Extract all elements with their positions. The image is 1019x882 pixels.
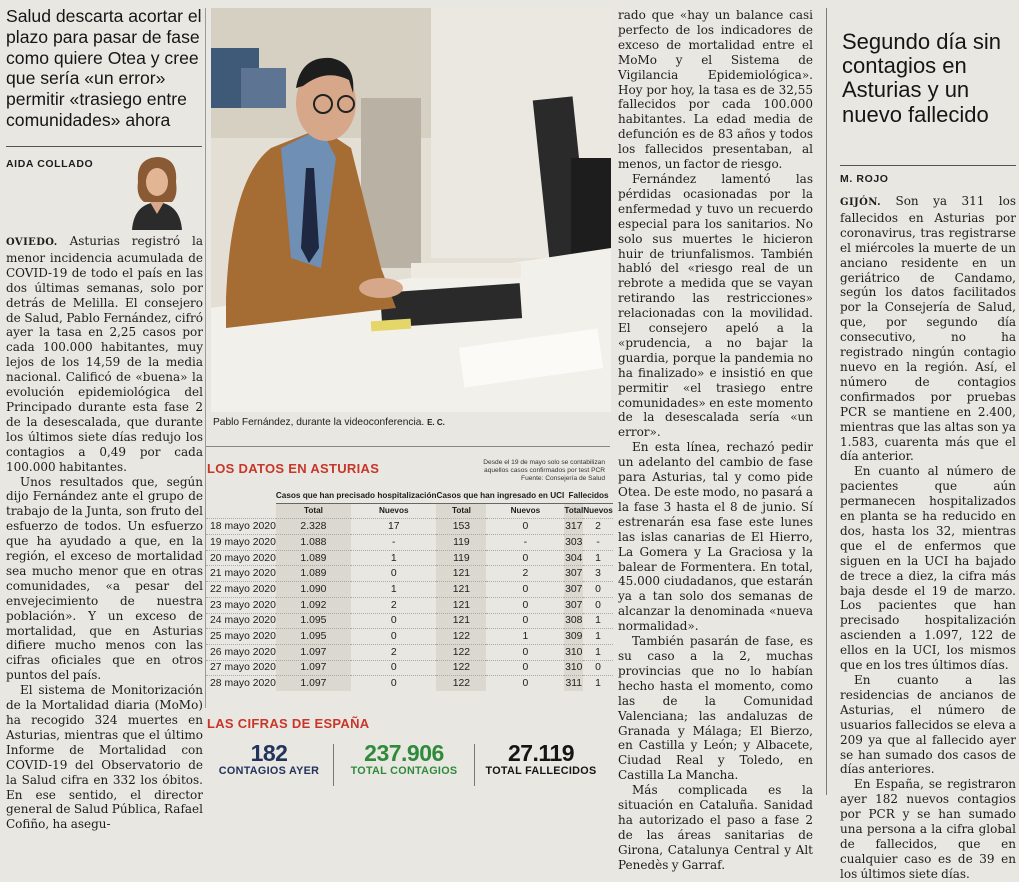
cell-value: 1.097 [276, 644, 351, 660]
cell-value: 2 [390, 599, 397, 611]
cell-date: 19 mayo 2020 [210, 536, 276, 548]
table-row [206, 613, 613, 629]
cell-value: 0 [390, 615, 397, 627]
cell-value: 0 [522, 521, 529, 533]
table-row [206, 597, 613, 613]
cell-value: 1.089 [276, 566, 351, 582]
stat-value: 182 [250, 740, 288, 766]
cell-date: 28 mayo 2020 [210, 678, 276, 690]
cell-date: 21 mayo 2020 [210, 568, 276, 580]
cell-value: 1.092 [276, 597, 351, 613]
cell-value: 0 [522, 552, 529, 564]
table-row [206, 582, 613, 598]
paragraph: Fernández lamentó las pérdidas ocasionadas por la enfermedad y tuvo un recuerdo especial para los sanitarios. No solo sus muertes le hicieron huir de triunfalismos. También habló del «riesgo real de un rebrote a medida que se vayan retirando las restricciones» relacionadas con la movilidad. El consejero apeló a la «prudencia, a no bajar la guardia, porque la pandemia no ha finalizado» e insistió en que permitir «el trasiego entre comunidades» en este momento de la desescalada sería «un error». [618, 171, 813, 440]
paragraph: En esta línea, rechazó pedir un adelanto del cambio de fase para Asturias, tal y como pide Otea. De este modo, no pasará a la fase 3 hasta el 8 de junio. Sí estrenarán esa fase este lunes las islas canarias de El Hierro, La Gomera y La Graciosa y la balear de Formentera. En total, 45.000 ciudadanos, que estarán ya a tan solo dos semanas de alcanzar la denominada «nueva normalidad». [618, 440, 813, 634]
cell-value: 121 [436, 566, 486, 582]
cell-value: 0 [522, 583, 529, 595]
cell-value: 1 [595, 615, 601, 627]
cell-value: 2 [522, 568, 529, 580]
paragraph: También pasarán de fase, es su caso a la 2, muchas provincias que no lo habían hecho hasta el momento, como las de la Comunidad Valenciana; las andaluzas de Granada y Málaga; El Bierzo, en Castilla y León; y Albacete, Ciudad Real y Toledo, en Castilla La Mancha. [618, 634, 813, 783]
cell-value: 2.328 [276, 519, 351, 535]
cell-value: 303 [564, 535, 583, 551]
paragraph: Asturias registró la menor incidencia acumulada de COVID-19 de todo el país en las dos últimas semanas, solo por detrás de Melilla. El consejero de Salud, Pablo Fernández, cifró ayer la tasa en 2,25 casos por cada 100.000 habitantes, muy lejos de los 14,59 de la media nacional. Calificó de «buena» la evolución epidemiológica del Principado durante esta fase 2 de la desescalada, que durante los últimos siete días redujo los contagios a 0,49 por cada 100.000 habitantes. [6, 234, 203, 474]
col-new: Nuevos [378, 506, 409, 516]
cell-value: 17 [387, 521, 400, 533]
cell-value: 2 [390, 646, 397, 658]
cell-value: 1 [390, 583, 397, 595]
cell-value: 311 [564, 676, 583, 691]
cell-date: 18 mayo 2020 [210, 521, 276, 533]
byline: AIDA COLLADO [6, 158, 94, 170]
cell-value: 0 [595, 599, 601, 611]
spain-title: LAS CIFRAS DE ESPAÑA [207, 716, 370, 731]
stat-label: TOTAL CONTAGIOS [350, 765, 458, 777]
paragraph: En cuanto a las residencias de ancianos de Asturias, el número de usuarios fallecidos se eleva a 209 ya que al fallecido ayer se han sumado dos casos de días anteriores. [840, 673, 1016, 777]
cell-value: 0 [595, 583, 601, 595]
cell-value: 0 [390, 662, 397, 674]
header-hospitalization: Casos que han precisado hospitalización [276, 488, 437, 503]
place-label: GIJÓN. [840, 197, 882, 208]
stat-separator [474, 744, 475, 786]
cell-value: 0 [522, 646, 529, 658]
cell-value: 307 [564, 566, 583, 582]
cell-date: 25 mayo 2020 [210, 631, 276, 643]
cell-value: 0 [522, 599, 529, 611]
column-separator [826, 8, 827, 795]
cell-value: 2 [595, 521, 601, 533]
cell-value: 3 [595, 568, 601, 580]
cell-value: 0 [595, 662, 601, 674]
paragraph: En España, se registraron ayer 182 nuevos contagios por PCR y se han sumado una persona a la cifra global de fallecidos, que en cualquier caso es de 39 en los últimos siete días. [840, 777, 1016, 881]
cell-value: 0 [390, 631, 397, 643]
col-total: Total [276, 503, 351, 519]
cell-value: 1 [595, 678, 601, 690]
cell-date: 27 mayo 2020 [210, 662, 276, 674]
cell-value: 1 [522, 631, 529, 643]
cell-value: 121 [436, 613, 486, 629]
table-title: LOS DATOS EN ASTURIAS [207, 461, 380, 476]
author-photo [126, 152, 188, 230]
cell-value: - [392, 536, 396, 548]
cell-value: 307 [564, 582, 583, 598]
stat-total-deaths [477, 741, 605, 777]
cell-value: 1 [595, 631, 601, 643]
table-row [206, 629, 613, 645]
cell-value: 153 [436, 519, 486, 535]
photo-credit: E. C. [427, 418, 445, 427]
paragraph: El sistema de Monitorización de la Mortalidad diaria (MoMo) ha recogido 324 muertes en Asturias, mientras que el último Informe de Mortalidad con COVID-19 del Observatorio de la Salud cifra en 332 los óbitos. En ese sentido, el director general de Salud Pública, Rafael Cofiño, ha asegu- [6, 683, 203, 832]
table-row [206, 660, 613, 676]
cell-value: 0 [390, 568, 397, 580]
article-headline: Salud descarta acortar el plazo para pasar de fase como quiere Otea y cree que sería «un error» permitir «trasiego entre comunidades» ahora [6, 6, 202, 130]
stat-value: 237.906 [364, 740, 444, 766]
cell-value: 1.095 [276, 613, 351, 629]
sidebar-headline: Segundo día sin contagios en Asturias y un nuevo fallecido [842, 29, 1002, 127]
paragraph: Son ya 311 los fallecidos en Asturias por coronavirus, tras registrarse el miércoles la muerte de un anciano residente en un geriátrico de Candamo, según los datos facilitados por la Consejería de Salud, que, por segundo día consecutivo, no ha registrado ningún contagio nuevo en la región. Así, el número de contagios confirmados por pruebas PCR se mantiene en 2.400, mientras que las altas son ya 1.583, cuarenta más que el día anterior. [840, 194, 1016, 464]
table-row [206, 550, 613, 566]
stat-value: 27.119 [507, 740, 575, 766]
caption-text: Pablo Fernández, durante la videoconferencia. [213, 417, 425, 428]
table-note: Desde el 19 de mayo solo se contabilizan aquellos casos confirmados por test PCR Fuente: Consejería de Salud [483, 459, 605, 482]
cell-value: 0 [522, 615, 529, 627]
cell-value: 307 [564, 597, 583, 613]
stat-total-cases [338, 741, 470, 777]
divider [206, 446, 610, 447]
cell-date: 20 mayo 2020 [210, 552, 276, 564]
cell-value: 121 [436, 582, 486, 598]
paragraph: Más complicada es la situación en Cataluña. Sanidad ha autorizado el paso a fase 2 de las áreas sanitarias de Girona, Catalunya Central y Alt Penedès y Garraf. [618, 783, 813, 872]
cell-value: 0 [390, 678, 397, 690]
cell-value: 310 [564, 660, 583, 676]
cell-value: 309 [564, 629, 583, 645]
article-column-1 [6, 234, 203, 832]
header-icu: Casos que han ingresado en UCI [436, 488, 564, 503]
col-total: Total [436, 503, 486, 519]
table-row [206, 644, 613, 660]
cell-value: 304 [564, 550, 583, 566]
table-row [206, 566, 613, 582]
cell-value: 1.088 [276, 535, 351, 551]
cell-value: 122 [436, 660, 486, 676]
cell-value: 308 [564, 613, 583, 629]
stat-label: TOTAL FALLECIDOS [485, 765, 597, 777]
cell-value: 119 [436, 550, 486, 566]
cell-value: 119 [436, 535, 486, 551]
divider [840, 165, 1016, 166]
stat-separator [333, 744, 334, 786]
cell-value: 310 [564, 644, 583, 660]
cell-value: 122 [436, 644, 486, 660]
cell-value: 317 [564, 519, 583, 535]
cell-date: 26 mayo 2020 [210, 646, 276, 658]
cell-value: 1.090 [276, 582, 351, 598]
cell-value: 1 [595, 552, 601, 564]
col-new: Nuevos [510, 506, 541, 516]
cell-value: 1.097 [276, 660, 351, 676]
paragraph: Unos resultados que, según dijo Fernández ante el grupo de trabajo de la Junta, son fruto del esfuerzo de todos. Un esfuerzo que ha ayudado a que, en la región, el exceso de mortalidad sea mucho menor que en otras comunidades, «a pesar del envejecimiento de nuestra población». Y un exceso de mortalidad, que en Asturias difiere mucho menos con las cifras oficiales que en otros puntos del país. [6, 474, 203, 683]
cell-value: 0 [522, 662, 529, 674]
cell-value: 1 [390, 552, 397, 564]
news-photo [211, 8, 611, 412]
cell-value: - [596, 536, 600, 548]
cell-value: - [523, 536, 528, 548]
paragraph: rado que «hay un balance casi perfecto de los indicadores de exceso de mortalidad entre el MoMo y el Sistema de Vigilancia Epidemiológica». Hoy por hoy, la tasa es de 32,55 fallecidos por cada 100.000 habitantes. La edad media de defunción es de 83 años y todos los fallecidos presentaban, al menos, un factor de riesgo. [618, 8, 813, 172]
cell-value: 122 [436, 629, 486, 645]
cell-date: 24 mayo 2020 [210, 615, 276, 627]
divider [6, 146, 202, 147]
cell-value: 121 [436, 597, 486, 613]
header-deaths: Fallecidos [564, 488, 613, 503]
table-row [206, 535, 613, 551]
table-row [206, 676, 613, 691]
cell-value: 122 [436, 676, 486, 691]
cell-value: 0 [522, 678, 529, 690]
cell-value: 1.097 [276, 676, 351, 691]
col-new: Nuevos [583, 506, 613, 516]
cell-value: 1 [595, 646, 601, 658]
paragraph: En cuanto al número de pacientes que aún permanecen hospitalizados en planta se ha reducido en dos, hasta los 32, mientras que el de enfermos que siguen en la UCI ha bajado de trece a diez, la cifra más baja desde el 19 de marzo. Los pacientes que han precisado hospitalización ascienden a 1.097, 122 de ellos en la UCI, los mismos que en los tres últimos días. [840, 464, 1016, 673]
cell-value: 1.095 [276, 629, 351, 645]
cell-value: 1.089 [276, 550, 351, 566]
cell-date: 22 mayo 2020 [210, 583, 276, 595]
stat-daily-cases [210, 741, 328, 777]
byline: M. ROJO [840, 173, 889, 185]
col-total: Total [564, 503, 583, 519]
sidebar-column [840, 194, 1016, 882]
photo-caption [213, 417, 609, 428]
place-label: OVIEDO. [6, 237, 58, 248]
stat-label: CONTAGIOS AYER [218, 765, 320, 777]
cell-date: 23 mayo 2020 [210, 599, 276, 611]
table-row [206, 519, 613, 535]
article-column-2 [618, 8, 813, 873]
data-table [206, 488, 613, 691]
